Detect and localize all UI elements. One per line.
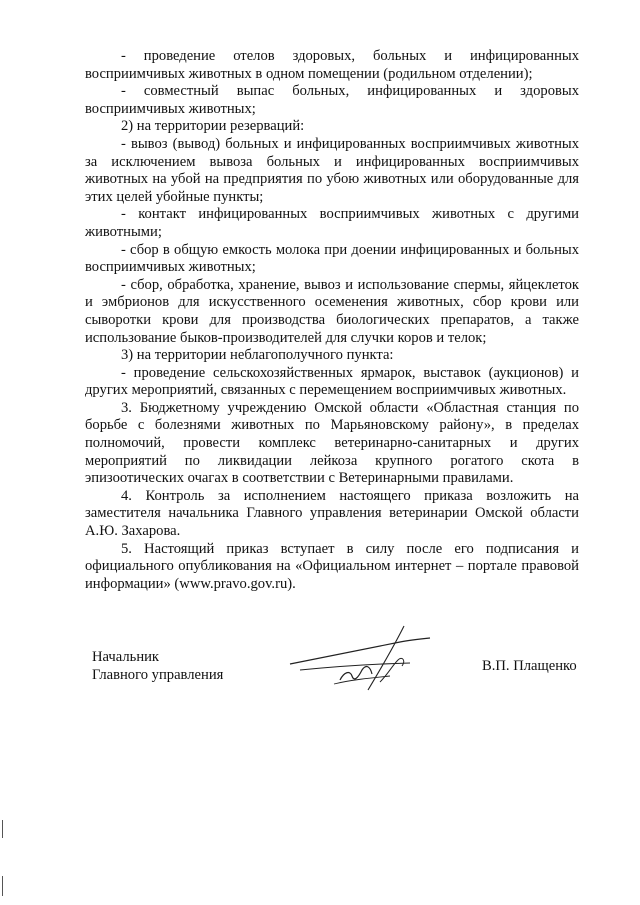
paragraph-4: - вывоз (вывод) больных и инфицированных восприимчивых животных за исключением вывоза больных и инфицированных восприимчивых животных на убой на предприятия по убою животных или оборудованные для этих целей убойные пункты; <box>85 135 579 205</box>
paragraph-10: 3. Бюджетному учреждению Омской области «Областная станция по борьбе с болезнями животных по Марьяновскому району», в пределах полномочий, провести комплекс ветеринарно-санитарных и других мероприятий по ликвидации лейкоза крупного рогатого скота в эпизоотических очагах в соответствии с Ветеринарными правилами. <box>85 399 579 487</box>
paragraph-1: - проведение отелов здоровых, больных и инфицированных восприимчивых животных в одном помещении (родильном отделении); <box>85 48 579 82</box>
signer-name: В.П. Плащенко <box>482 658 577 674</box>
scan-artifact <box>2 820 3 838</box>
paragraph-12: 5. Настоящий приказ вступает в силу после его подписания и официального опубликования на «Официальном интернет – портале правовой информации» (www.pravo.gov.ru). <box>85 540 579 592</box>
paragraph-9: - проведение сельскохозяйственных ярмарок, выставок (аукционов) и других мероприятий, связанных с перемещением восприимчивых животных. <box>85 364 579 399</box>
document-body <box>85 48 579 593</box>
paragraph-3: 2) на территории резерваций: <box>121 118 305 135</box>
signer-position-line1: Начальник <box>92 649 160 665</box>
paragraph-11: 4. Контроль за исполнением настоящего приказа возложить на заместителя начальника Главного управления ветеринарии Омской области А.Ю. Захарова. <box>85 487 579 540</box>
paragraph-6: - сбор в общую емкость молока при доении инфицированных и больных восприимчивых животных; <box>85 241 579 276</box>
handwritten-signature <box>280 620 440 700</box>
scan-artifact <box>2 876 3 896</box>
paragraph-5: - контакт инфицированных восприимчивых животных с другими животными; <box>85 206 579 240</box>
paragraph-2: - совместный выпас больных, инфицированных и здоровых восприимчивых животных; <box>85 83 579 117</box>
signer-position <box>92 648 292 684</box>
paragraph-7: - сбор, обработка, хранение, вывоз и использование спермы, яйцеклеток и эмбрионов для искусственного осеменения животных, сбор крови или сыворотки крови для производства биологических препаратов, а также использование быков-производителей для случки коров и телок; <box>85 276 579 346</box>
signer-position-line2: Главного управления <box>92 667 224 683</box>
paragraph-8: 3) на территории неблагополучного пункта: <box>121 347 394 364</box>
